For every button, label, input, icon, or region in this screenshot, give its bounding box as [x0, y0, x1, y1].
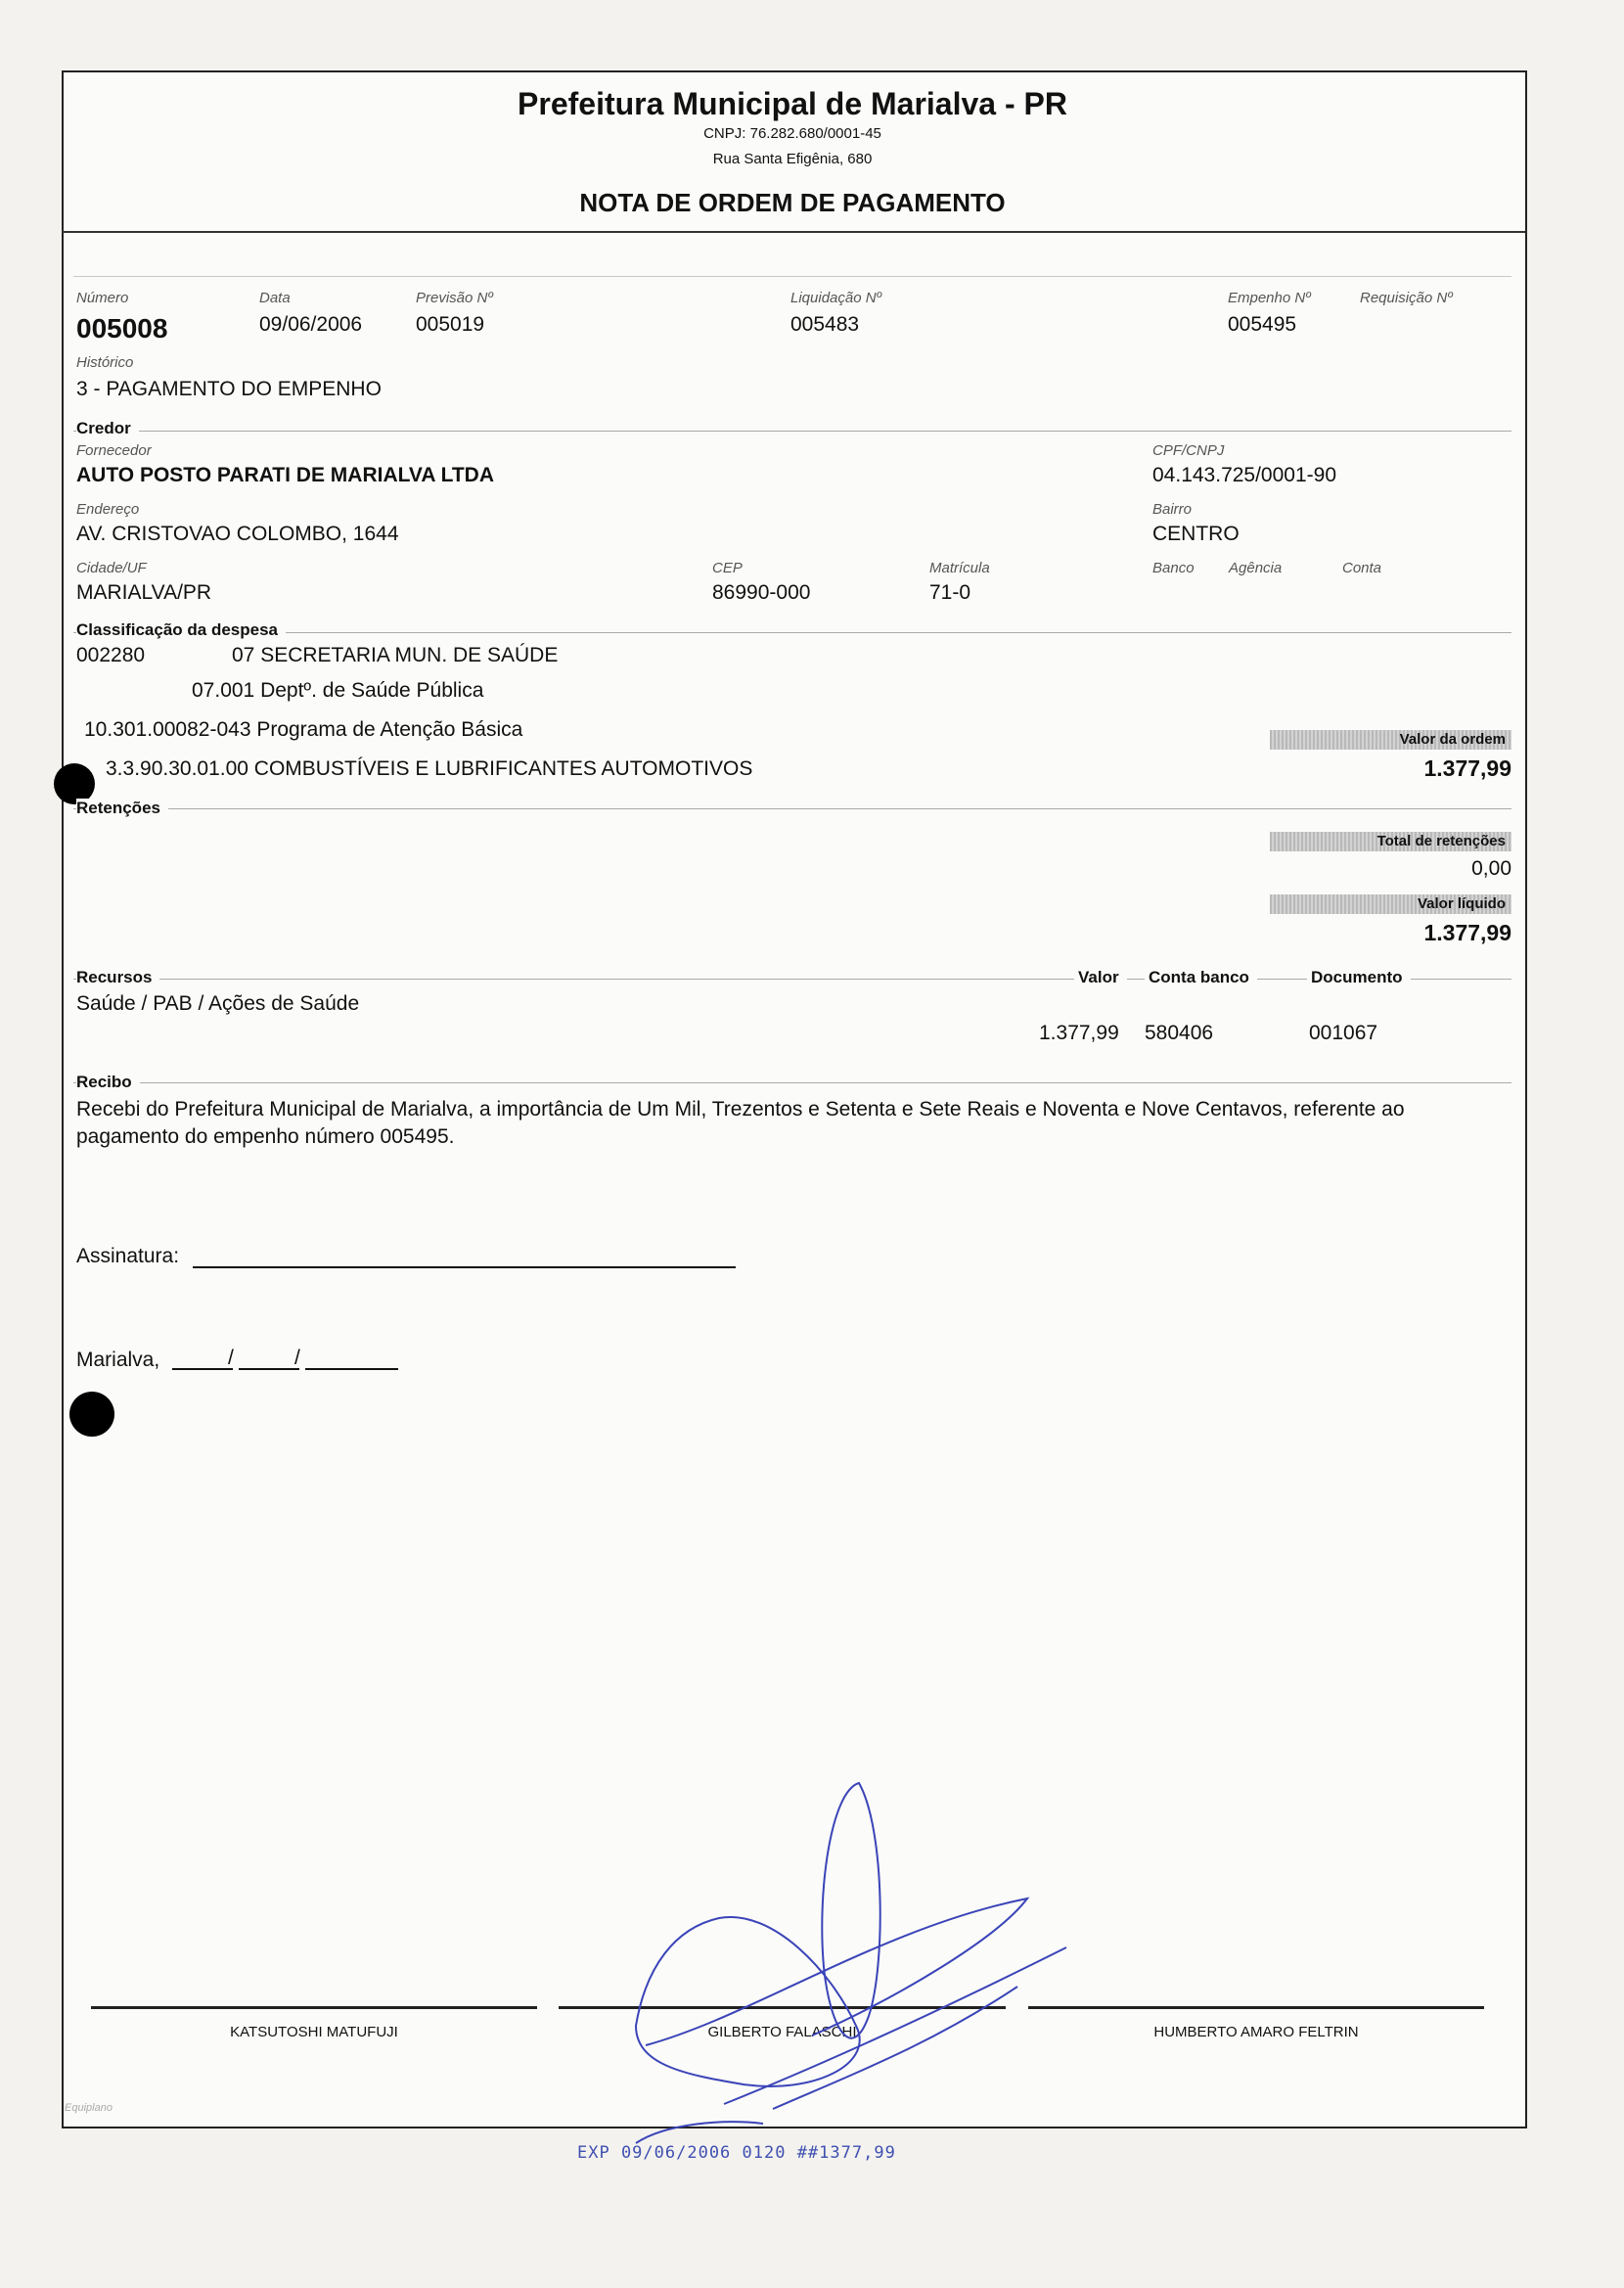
matricula-label: Matrícula — [929, 560, 990, 576]
secretaria: 07 SECRETARIA MUN. DE SAÚDE — [232, 644, 559, 666]
signatory-name: HUMBERTO AMARO FELTRIN — [1153, 2024, 1359, 2040]
handwritten-signature — [607, 1771, 1076, 2153]
org-address: Rua Santa Efigênia, 680 — [712, 151, 873, 167]
section-line — [73, 979, 1511, 980]
credor-section-title: Credor — [76, 419, 139, 438]
programa: 10.301.00082-043 Programa de Atenção Básica — [84, 718, 523, 741]
punch-hole — [69, 1392, 114, 1437]
fornecedor-label: Fornecedor — [76, 442, 152, 459]
data-value: 09/06/2006 — [259, 313, 363, 336]
retencoes-section-title: Retenções — [76, 799, 168, 818]
org-name: Prefeitura Municipal de Marialva - PR — [518, 86, 1067, 121]
liquidacao-value: 005483 — [790, 313, 860, 336]
cidade-label: Cidade/UF — [76, 560, 147, 576]
historico-value: 3 - PAGAMENTO DO EMPENHO — [76, 378, 382, 400]
classificacao-section-title: Classificação da despesa — [76, 620, 286, 640]
cep-value: 86990-000 — [712, 581, 811, 604]
cpf-value: 04.143.725/0001-90 — [1152, 464, 1337, 486]
section-line — [73, 632, 1511, 633]
assinatura-label: Assinatura: — [76, 1245, 180, 1267]
recursos-descricao: Saúde / PAB / Ações de Saúde — [76, 992, 360, 1015]
valor-ordem-label: Valor da ordem — [1270, 730, 1511, 750]
conta-label: Conta — [1342, 560, 1382, 576]
date-slash: / — [294, 1347, 300, 1369]
data-label: Data — [259, 290, 291, 306]
recibo-text: Recebi do Prefeitura Municipal de Marialva, a importância de Um Mil, Trezentos e Setenta e Sete Reais e Noventa e Nove Centavos, referente ao pagamento do empenho número 005495. — [76, 1098, 1405, 1148]
numero-label: Número — [76, 290, 129, 306]
recursos-valor: 1.377,99 — [1039, 1022, 1119, 1044]
matricula-value: 71-0 — [929, 581, 971, 604]
classificacao-code: 002280 — [76, 644, 146, 666]
endereco-value: AV. CRISTOVAO COLOMBO, 1644 — [76, 523, 399, 545]
signatory-name: GILBERTO FALASCHI — [707, 2024, 857, 2040]
valor-liquido-value: 1.377,99 — [1423, 920, 1511, 945]
section-line — [73, 431, 1511, 432]
fornecedor-value: AUTO POSTO PARATI DE MARIALVA LTDA — [76, 464, 494, 486]
bairro-label: Bairro — [1152, 501, 1193, 518]
mechanical-stamp: EXP 09/06/2006 0120 ##1377,99 — [577, 2143, 896, 2163]
endereco-label: Endereço — [76, 501, 140, 518]
bairro-value: CENTRO — [1152, 523, 1240, 545]
numero-value: 005008 — [76, 313, 168, 343]
historico-label: Histórico — [76, 354, 134, 371]
recursos-documento-label: Documento — [1307, 968, 1411, 987]
signatory-name: KATSUTOSHI MATUFUJI — [230, 2024, 398, 2040]
agencia-label: Agência — [1229, 560, 1283, 576]
signature-line-3 — [1028, 2006, 1484, 2009]
empenho-value: 005495 — [1228, 313, 1297, 336]
date-day-line — [172, 1368, 233, 1370]
section-line — [73, 1082, 1511, 1083]
software-brand: Equiplano — [65, 2102, 113, 2114]
document-title: NOTA DE ORDEM DE PAGAMENTO — [579, 188, 1006, 217]
header-divider — [62, 231, 1525, 233]
cep-label: CEP — [712, 560, 743, 576]
recursos-conta-label: Conta banco — [1145, 968, 1257, 987]
recursos-conta: 580406 — [1145, 1022, 1214, 1044]
recibo-section-title: Recibo — [76, 1073, 140, 1092]
valor-liquido-label: Valor líquido — [1270, 894, 1511, 914]
local-label: Marialva, — [76, 1349, 160, 1371]
elemento-despesa: 3.3.90.30.01.00 COMBUSTÍVEIS E LUBRIFICANTES AUTOMOTIVOS — [106, 757, 753, 780]
date-month-line — [239, 1368, 299, 1370]
date-slash: / — [228, 1347, 234, 1369]
signature-line-1 — [91, 2006, 537, 2009]
divider — [73, 276, 1511, 277]
org-cnpj: CNPJ: 76.282.680/0001-45 — [703, 125, 881, 142]
valor-ordem-value: 1.377,99 — [1423, 755, 1511, 781]
liquidacao-label: Liquidação Nº — [790, 290, 882, 306]
total-retencoes-label: Total de retenções — [1270, 832, 1511, 851]
banco-label: Banco — [1152, 560, 1195, 576]
cpf-label: CPF/CNPJ — [1152, 442, 1225, 459]
requisicao-label: Requisição Nº — [1360, 290, 1453, 306]
recursos-valor-label: Valor — [1074, 968, 1127, 987]
section-line — [73, 808, 1511, 809]
recursos-documento: 001067 — [1309, 1022, 1378, 1044]
recursos-section-title: Recursos — [76, 968, 159, 987]
total-retencoes-value: 0,00 — [1471, 857, 1511, 880]
previsao-label: Previsão Nº — [416, 290, 493, 306]
departamento: 07.001 Deptº. de Saúde Pública — [192, 679, 484, 702]
cidade-value: MARIALVA/PR — [76, 581, 212, 604]
assinatura-line — [193, 1266, 736, 1268]
previsao-value: 005019 — [416, 313, 485, 336]
empenho-label: Empenho Nº — [1228, 290, 1311, 306]
date-year-line — [305, 1368, 398, 1370]
